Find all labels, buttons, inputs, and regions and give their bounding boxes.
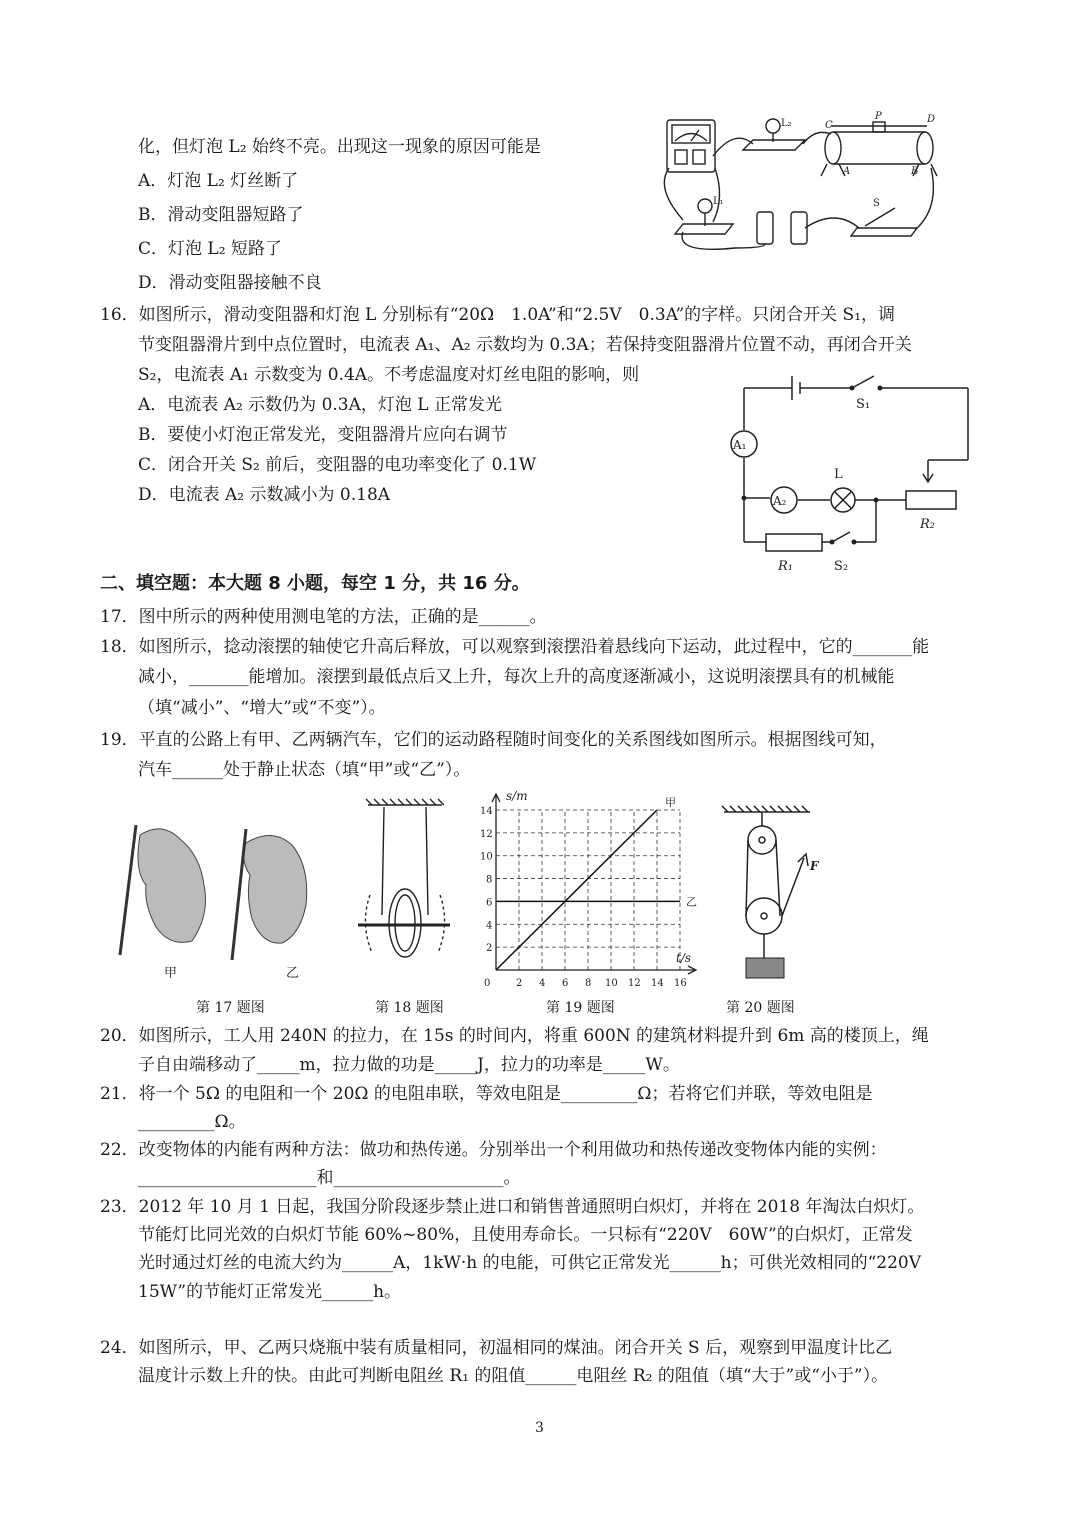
fig16-label-r1: R₁ <box>778 559 793 574</box>
q15-option-a: A．灯泡 L₂ 灯丝断了 <box>138 171 299 191</box>
q24-line-1: 24．如图所示，甲、乙两只烧瓶中装有质量相同，初温相同的煤油。闭合开关 S 后，观察到甲温度计比乙 <box>100 1338 893 1358</box>
q21-line-1: 21．将一个 5Ω 的电阻和一个 20Ω 的电阻串联，等效电阻是_________Ω；若将它们并联，等效电阻是 <box>100 1084 873 1104</box>
page-number: 3 <box>535 1420 544 1436</box>
q16-option-c: C．闭合开关 S₂ 前后，变阻器的电功率变化了 0.1W <box>138 455 537 475</box>
fig16-schematic-circuit <box>728 370 978 575</box>
y-tick-label: 4 <box>486 920 493 932</box>
q15-option-c: C．灯泡 L₂ 短路了 <box>138 239 282 259</box>
series-label-yi: 乙 <box>686 895 697 909</box>
fig16-label-a1: A₁ <box>733 438 747 452</box>
q19-line-2: 汽车______处于静止状态（填“甲”或“乙”）。 <box>138 760 471 780</box>
q15-stem-end: 化，但灯泡 L₂ 始终不亮。出现这一现象的原因可能是 <box>138 137 541 157</box>
fig20-label-f: F <box>810 859 819 873</box>
y-tick-label: 10 <box>480 851 493 863</box>
q16-option-a: A．电流表 A₂ 示数仍为 0.3A，灯泡 L 正常发光 <box>138 395 502 415</box>
fig16-label-s2: S₂ <box>834 559 849 574</box>
series-line-jia <box>496 810 657 970</box>
caption-fig18: 第 18 题图 <box>375 1000 444 1016</box>
fig15-label-c: C <box>825 120 833 131</box>
q16-stem-3: S₂，电流表 A₁ 示数变为 0.4A。不考虑温度对灯丝电阻的影响，则 <box>138 365 640 385</box>
q18-line-1: 18．如图所示，捻动滚摆的轴使它升高后释放，可以观察到滚摆沿着悬线向下运动，此过程中，它的_______能 <box>100 637 930 657</box>
q16-stem-2: 节变阻器滑片到中点位置时，电流表 A₁、A₂ 示数均为 0.3A；若保持变阻器滑片位置不动，再闭合开关 <box>138 335 912 355</box>
x-tick-label: 6 <box>562 978 569 989</box>
x-axis-label: t/s <box>676 951 692 965</box>
x-tick-label: 14 <box>651 978 664 989</box>
q22-line-2: _____________________和____________________。 <box>138 1168 521 1188</box>
fig17-test-pen-hands <box>100 815 330 990</box>
x-tick-label: 12 <box>628 978 641 989</box>
q23-line-2: 节能灯比同光效的白炽灯节能 60%~80%，且使用寿命长。一只标有“220V 60W”的白炽灯，正常发 <box>138 1225 913 1245</box>
x-tick-label: 0 <box>484 978 491 989</box>
y-tick-label: 12 <box>480 828 493 840</box>
section-two-heading: 二、填空题：本大题 8 小题，每空 1 分，共 16 分。 <box>100 573 530 594</box>
q19-line-1: 19．平直的公路上有甲、乙两辆汽车，它们的运动路程随时间变化的关系图线如图所示。根据图线可知， <box>100 730 887 750</box>
series-label-jia: 甲 <box>665 796 676 809</box>
fig15-label-p: P <box>875 111 882 122</box>
fig16-label-s1: S₁ <box>856 397 871 412</box>
x-tick-label: 16 <box>674 978 687 989</box>
y-axis-label: s/m <box>506 789 528 803</box>
q24-line-2: 温度计示数上升的快。由此可判断电阻丝 R₁ 的阻值______电阻丝 R₂ 的阻值（填“大于”或“小于”）。 <box>138 1366 889 1386</box>
chart-grid <box>496 810 680 970</box>
fig18-maxwell-wheel <box>350 795 455 985</box>
caption-fig19: 第 19 题图 <box>546 1000 615 1016</box>
fig15-label-s: S <box>873 198 880 209</box>
fig20-pulley <box>720 798 830 988</box>
caption-fig20: 第 20 题图 <box>726 1000 795 1016</box>
fig16-label-l: L <box>834 467 843 482</box>
caption-fig17: 第 17 题图 <box>196 1000 265 1016</box>
y-tick-label: 14 <box>480 806 493 817</box>
q22-line-1: 22．改变物体的内能有两种方法：做功和热传递。分别举出一个利用做功和热传递改变物体内能的实例： <box>100 1140 887 1160</box>
fig15-label-d: D <box>927 114 936 125</box>
y-tick-label: 6 <box>486 897 493 909</box>
fig15-label-a: A <box>843 166 851 177</box>
x-tick-label: 2 <box>516 978 523 989</box>
x-tick-label: 4 <box>539 978 546 989</box>
fig16-label-r2: R₂ <box>920 517 935 532</box>
fig15-label-b: B <box>911 166 919 177</box>
fig15-label-l1: L₁ <box>713 196 724 207</box>
q23-line-3: 光时通过灯丝的电流大约为______A，1kW·h 的电能，可供它正常发光______h；可供光效相同的“220V <box>138 1253 921 1273</box>
q23-line-4: 15W”的节能灯正常发光______h。 <box>138 1282 402 1302</box>
q15-option-d: D．滑动变阻器接触不良 <box>138 273 322 293</box>
q18-line-3: （填“减小”、“增大”或“不变”）。 <box>138 698 386 718</box>
chart-labels <box>480 789 697 989</box>
q16-option-b: B．要使小灯泡正常发光，变阻器滑片应向右调节 <box>138 425 508 445</box>
q15-option-b: B．滑动变阻器短路了 <box>138 205 304 225</box>
q20-line-2: 子自由端移动了_____m，拉力做的功是_____J，拉力的功率是_____W。 <box>138 1055 680 1075</box>
y-tick-label: 2 <box>486 943 493 955</box>
y-tick-label: 8 <box>486 874 493 886</box>
fig19-st-chart <box>468 788 698 993</box>
q16-stem-1: 16．如图所示，滑动变阻器和灯泡 L 分别标有“20Ω 1.0A”和“2.5V 0.3A”的字样。只闭合开关 S₁，调 <box>100 305 896 325</box>
fig17-label-yi: 乙 <box>286 966 300 981</box>
q17: 17．图中所示的两种使用测电笔的方法，正确的是______。 <box>100 607 547 627</box>
fig15-apparatus-circuit <box>655 108 950 258</box>
fig16-label-a2: A₂ <box>773 494 787 508</box>
fig17-label-jia: 甲 <box>164 966 178 981</box>
x-tick-label: 10 <box>605 978 618 989</box>
x-tick-label: 8 <box>585 978 592 989</box>
q23-line-1: 23．2012 年 10 月 1 日起，我国分阶段逐步禁止进口和销售普通照明白炽灯，并将在 2018 年淘汰白炽灯。 <box>100 1197 925 1217</box>
q16-option-d: D．电流表 A₂ 示数减小为 0.18A <box>138 485 391 505</box>
q21-line-2: _________Ω。 <box>138 1112 246 1132</box>
fig15-label-l2: L₂ <box>781 118 792 129</box>
q18-line-2: 减小，_______能增加。滚摆到最低点后又上升，每次上升的高度逐渐减小，这说明滚摆具有的机械能 <box>138 667 895 687</box>
q20-line-1: 20．如图所示，工人用 240N 的拉力，在 15s 的时间内，将重 600N 的建筑材料提升到 6m 高的楼顶上，绳 <box>100 1026 929 1046</box>
